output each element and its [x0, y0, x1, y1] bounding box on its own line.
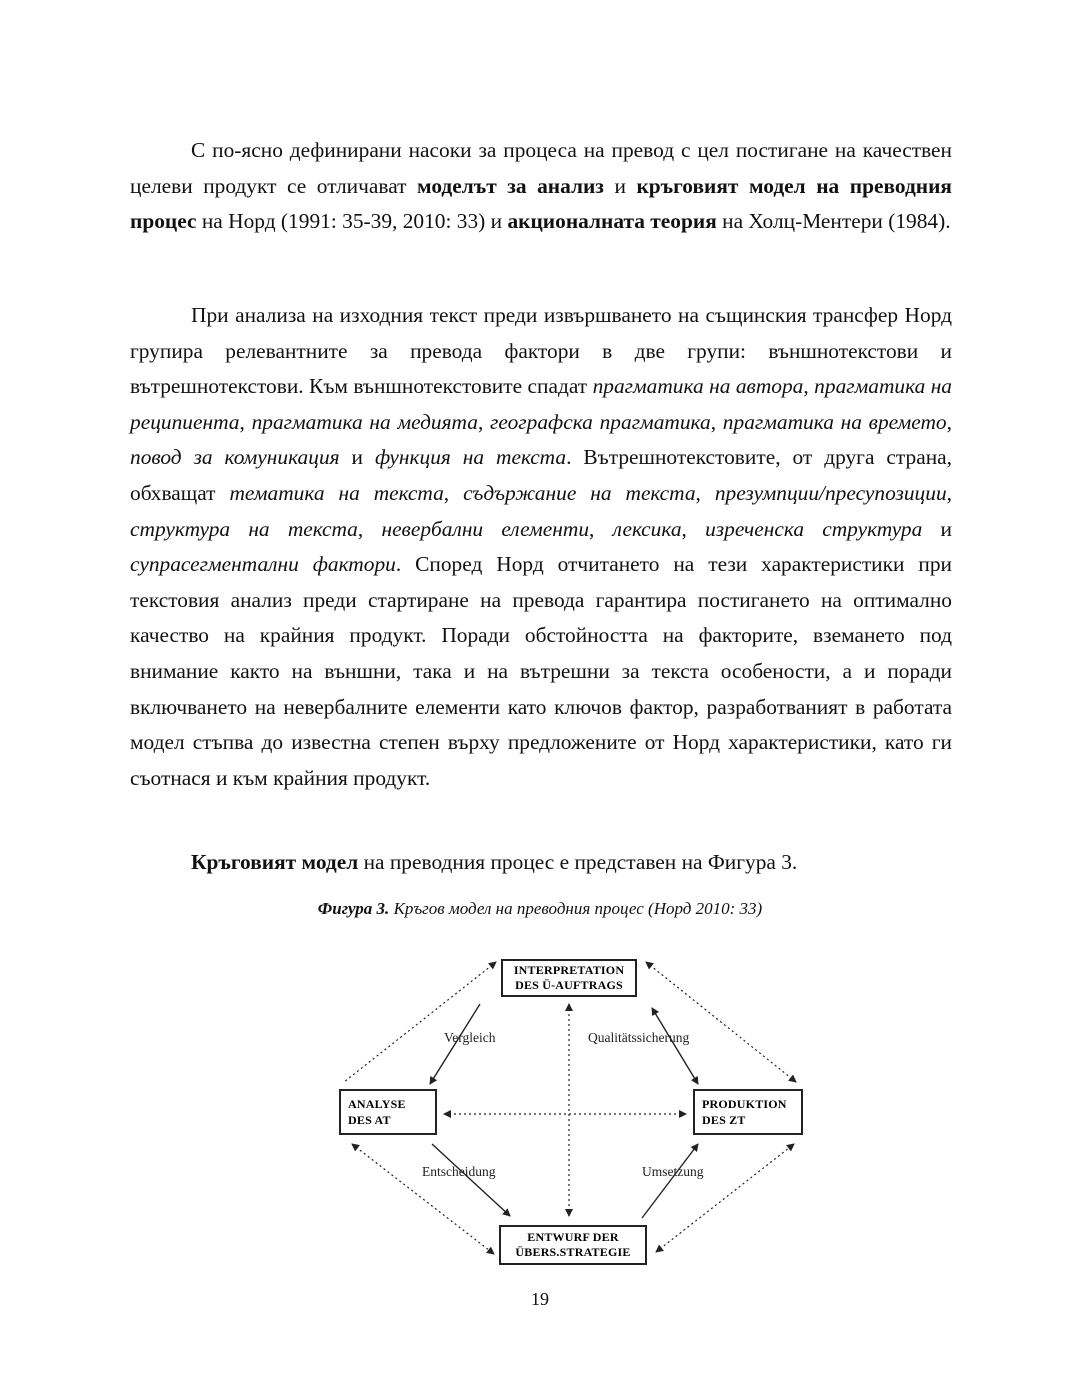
- text-run: ,: [477, 409, 491, 434]
- text-run: ,: [357, 516, 382, 541]
- bold-term: моделът за анализ: [417, 173, 604, 198]
- box-analyse-line1: ANALYSE: [348, 1097, 406, 1111]
- box-interpretation: [502, 960, 636, 996]
- italic-term: невербални елементи: [381, 516, 590, 541]
- dotted-arrow-top-right: [646, 962, 796, 1082]
- box-entwurf: [500, 1226, 646, 1264]
- text-run: ,: [803, 374, 815, 399]
- caption-text: Кръгов модел на преводния процес (Норд 2010: 33): [389, 899, 763, 918]
- text-run: ,: [239, 409, 252, 434]
- text-run: ,: [589, 516, 613, 541]
- italic-term: прагматика на времето: [722, 409, 947, 434]
- caption-label: Фигура 3.: [317, 899, 390, 918]
- text-run: . Вътрешнотекстовите, от друга страна, обхващат: [130, 445, 952, 505]
- text-run: ,: [946, 480, 953, 505]
- italic-term: прагматика на реципиента: [130, 374, 953, 434]
- bold-term: акционалната теория: [507, 209, 717, 234]
- box-produktion: [694, 1090, 802, 1134]
- italic-term: повод за комуникация: [130, 445, 340, 470]
- paragraph-2: [130, 298, 952, 796]
- text-run: и: [922, 516, 952, 541]
- italic-term: изреченска структура: [705, 516, 923, 541]
- box-entwurf-line2: ÜBERS.STRATEGIE: [515, 1245, 631, 1259]
- italic-term: супрасегментални фактори: [130, 552, 396, 577]
- italic-term: географска прагматика: [490, 409, 711, 434]
- box-produktion-line1: PRODUKTION: [702, 1097, 787, 1111]
- dotted-arrow-bottom-right: [656, 1144, 794, 1252]
- italic-term: презумпции/пресупозиции: [714, 480, 947, 505]
- paragraph-1: [130, 133, 952, 240]
- text-run: и: [603, 173, 637, 198]
- box-analyse-line2: DES AT: [348, 1113, 391, 1127]
- text-run: ,: [946, 409, 952, 434]
- text-run: ,: [710, 409, 723, 434]
- arrow-qualitaet: [652, 1008, 698, 1084]
- text-run: и: [339, 445, 375, 470]
- italic-term: прагматика на медията: [251, 409, 478, 434]
- text-run: ,: [695, 480, 715, 505]
- text-run: на Холц-Ментери (1984).: [716, 209, 951, 234]
- text-run: . Според Норд отчитането на тези характеристики при текстовия анализ преди стартиране на превода гарантира постигането на оптимално качество на крайния продукт. Поради обстойността на факторите, вземането под внимание както на външни, така и на вътрешни за текста особености, а и поради включването на невербалните елементи като ключов фактор, разработваният в работата модел стъпва до известна степен върху предложените от Норд характеристики, като ги съотнася и към крайния продукт.: [130, 552, 952, 790]
- paragraph-3: [130, 845, 952, 881]
- italic-term: лексика: [612, 516, 682, 541]
- arrow-entwurf-to-produktion: [642, 1144, 698, 1218]
- label-vergleich: Vergleich: [444, 1030, 496, 1045]
- box-entwurf-line1: ENTWURF DER: [527, 1230, 619, 1244]
- box-produktion-line2: DES ZT: [702, 1113, 746, 1127]
- box-interpretation-line1: INTERPRETATION: [513, 963, 625, 977]
- italic-term: функция на текста: [374, 445, 567, 470]
- arrow-analyse-to-entwurf: [432, 1144, 510, 1216]
- figure-caption: [0, 899, 1080, 919]
- circular-model-diagram: [330, 948, 810, 1278]
- label-qualitaetssicherung: Qualitätssicherung: [588, 1030, 690, 1045]
- box-interpretation-line2: DES Ü-AUFTRAGS: [515, 978, 623, 992]
- italic-term: съдържание на текста: [463, 480, 696, 505]
- text-run: на преводния процес е представен на Фигура 3.: [358, 850, 798, 874]
- italic-term: прагматика на автора: [592, 374, 804, 399]
- dotted-arrow-bottom-left: [352, 1144, 494, 1254]
- text-run: ,: [443, 480, 464, 505]
- text-run: При анализа на изходния текст преди извършването на същинския трансфер Норд групира релевантните за превода фактори в две групи: външнотекстови и вътрешнотекстови. Към външнотекстовите спадат: [130, 303, 952, 399]
- dotted-arrow-top-left: [344, 962, 496, 1082]
- bold-term: кръговият модел на преводния процес: [130, 173, 952, 234]
- text-run: на Норд (1991: 35-39, 2010: 33) и: [196, 209, 508, 234]
- text-run: ,: [681, 516, 706, 541]
- italic-term: структура на текста: [130, 516, 358, 541]
- page-number: 19: [531, 1289, 549, 1309]
- label-entscheidung: Entscheidung: [422, 1164, 496, 1179]
- label-umsetzung: Umsetzung: [642, 1164, 704, 1179]
- text-run: С по-ясно дефинирани насоки за процеса на превод с цел постигане на качествен целеви продукт се отличават: [130, 138, 952, 198]
- bold-term: Кръговият модел: [191, 850, 359, 874]
- box-analyse: [340, 1090, 436, 1134]
- italic-term: тематика на текста: [229, 480, 444, 505]
